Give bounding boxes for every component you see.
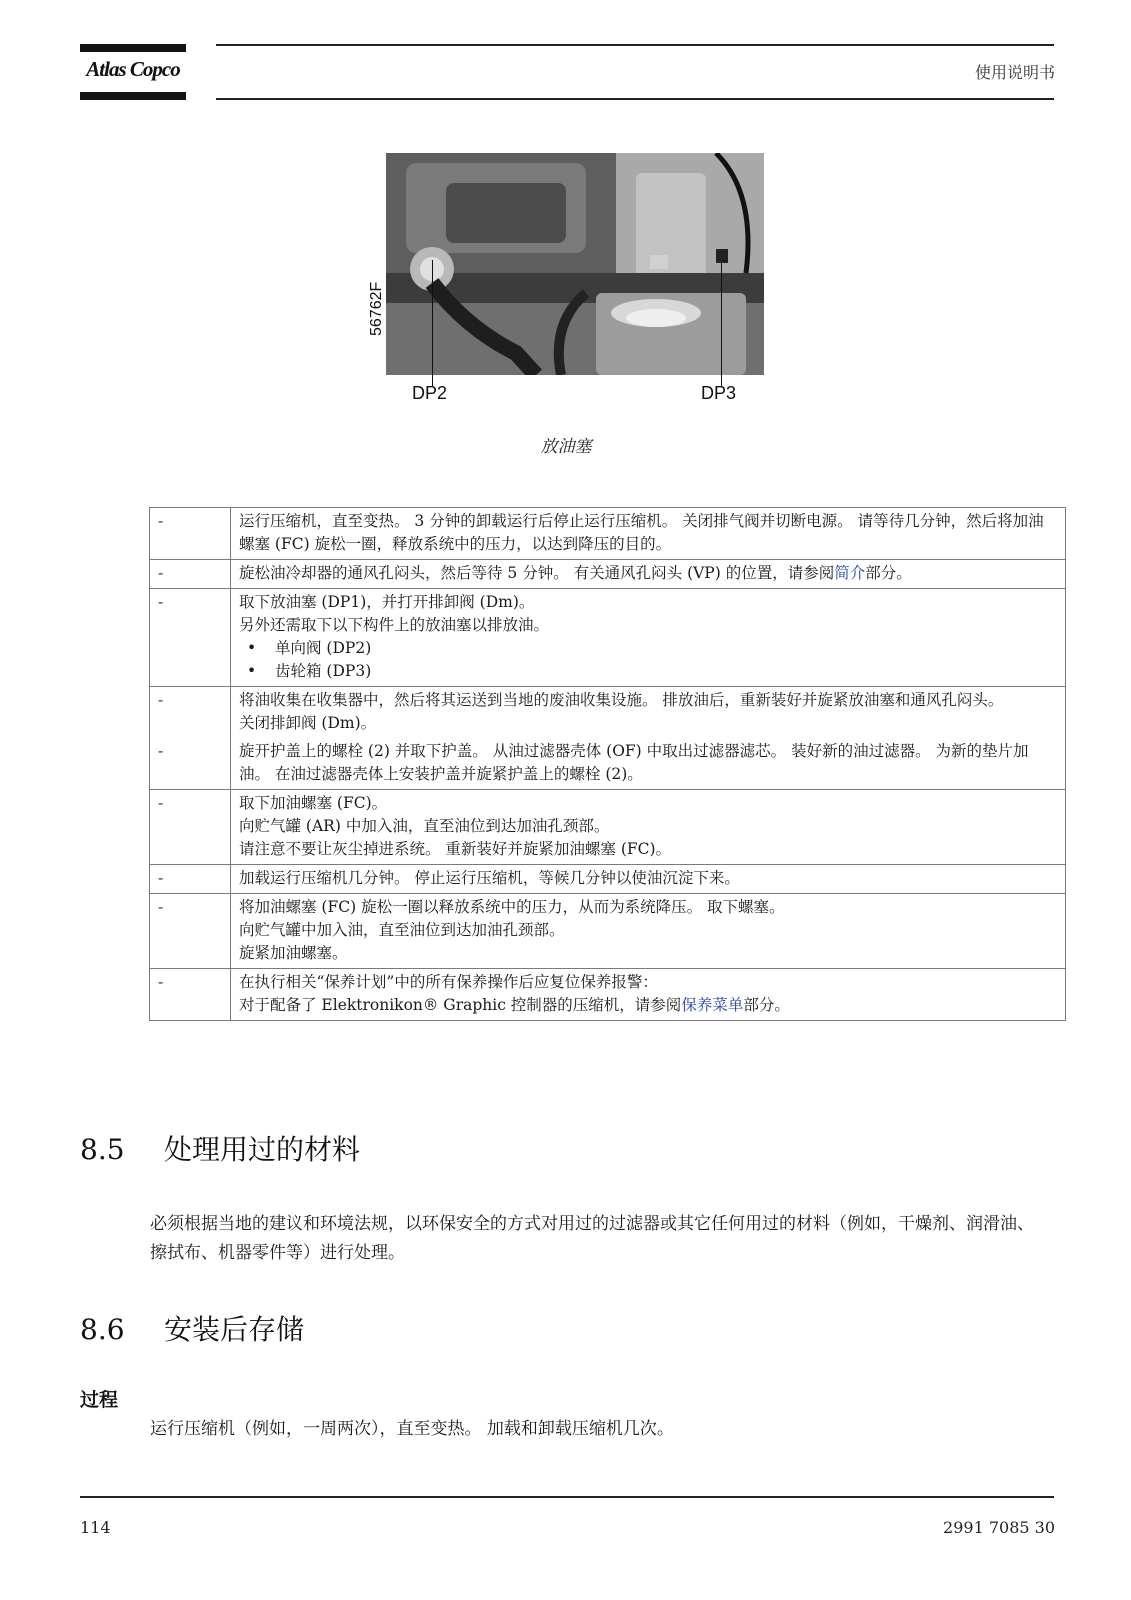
- doc-title: 使用说明书: [974, 63, 1055, 82]
- section-title: 处理用过的材料: [164, 1133, 361, 1166]
- step-line: 旋开护盖上的螺栓 (2) 并取下护盖。 从油过滤器壳体 (OF) 中取出过滤器滤芯。 装好新的油过滤器。 为新的垫片加油。 在油过滤器壳体上安装护盖并旋紧护盖上的螺栓 (2)。: [239, 742, 1029, 783]
- step-text: [231, 865, 1066, 894]
- header-rule-top: [216, 44, 1054, 46]
- document-number: 2991 7085 30: [943, 1518, 1055, 1537]
- image-code: 56762F: [368, 281, 385, 336]
- procedure-subheading: 过程: [80, 1389, 119, 1411]
- step-marker: -: [150, 560, 231, 589]
- step-text: [231, 738, 1066, 790]
- step-marker: -: [150, 687, 231, 739]
- step-line: 旋松油冷却器的通风孔闷头，然后等待 5 分钟。 有关通风孔闷头 (VP) 的位置，请参阅: [239, 564, 835, 582]
- table-row: [150, 894, 1066, 969]
- step-text: [231, 687, 1066, 739]
- logo-wordmark: Atlas Copco: [86, 57, 180, 81]
- bullet-item: • 单向阀 (DP2): [239, 637, 1059, 660]
- link-service-menu[interactable]: 保养菜单: [681, 996, 744, 1014]
- step-text: [231, 790, 1066, 865]
- table-row: [150, 589, 1066, 687]
- step-text: [231, 969, 1066, 1021]
- section-number: 8.6: [80, 1313, 125, 1346]
- step-line: 请注意不要让灰尘掉进系统。 重新装好并旋紧加油螺塞 (FC)。: [239, 840, 672, 858]
- step-marker: -: [150, 508, 231, 560]
- step-marker: -: [150, 894, 231, 969]
- callout-line-dp3: [721, 262, 722, 386]
- bullet-item: • 齿轮箱 (DP3): [239, 660, 1059, 683]
- logo-bar-top: [80, 44, 186, 52]
- step-text: [231, 560, 1066, 589]
- page-number: 114: [80, 1518, 111, 1537]
- table-row: [150, 560, 1066, 589]
- section-title: 安装后存储: [164, 1313, 305, 1346]
- table-row: [150, 687, 1066, 739]
- table-row: [150, 790, 1066, 865]
- step-marker: -: [150, 865, 231, 894]
- step-text: [231, 508, 1066, 560]
- step-line: 取下放油塞 (DP1)，并打开排卸阀 (Dm)。: [239, 593, 535, 611]
- step-line: 对于配备了 Elektronikon® Graphic 控制器的压缩机，请参阅: [239, 996, 682, 1014]
- step-line: 将油收集在收集器中，然后将其运送到当地的废油收集设施。 排放油后，重新装好并旋紧放油塞和通风孔闷头。: [239, 691, 1004, 709]
- procedure-table: [149, 507, 1066, 1021]
- figure-caption: 放油塞: [540, 437, 592, 457]
- step-line: 取下加油螺塞 (FC)。: [239, 794, 388, 812]
- step-line: 向贮气罐 (AR) 中加入油，直至油位到达加油孔颈部。: [239, 817, 610, 835]
- link-introduction[interactable]: 简介: [834, 564, 866, 582]
- step-line-end: 部分。: [743, 996, 790, 1014]
- table-row: [150, 969, 1066, 1021]
- step-line: 将加油螺塞 (FC) 旋松一圈以释放系统中的压力，从而为系统降压。 取下螺塞。: [239, 898, 785, 916]
- step-line: 旋紧加油螺塞。: [239, 944, 348, 962]
- section-8-6-body: 运行压缩机（例如，一周两次），直至变热。 加载和卸载压缩机几次。: [150, 1419, 674, 1439]
- atlas-copco-logo: [80, 44, 186, 100]
- step-line: 关闭排卸阀 (Dm)。: [239, 714, 377, 732]
- step-line-end: 部分。: [865, 564, 912, 582]
- drain-plug-photo: [386, 153, 764, 375]
- step-line: 向贮气罐中加入油，直至油位到达加油孔颈部。: [239, 921, 565, 939]
- footer-rule: [80, 1496, 1054, 1498]
- section-heading-8-5: [80, 1128, 360, 1168]
- step-line: 运行压缩机，直至变热。 3 分钟的卸载运行后停止运行压缩机。 关闭排气阀并切断电源。 请等待几分钟，然后将加油螺塞 (FC) 旋松一圈，释放系统中的压力，以达到降压的目的。: [239, 512, 1044, 553]
- section-8-5-body: 必须根据当地的建议和环境法规，以环保安全的方式对用过的过滤器或其它任何用过的材料（例如，干燥剂、润滑油、擦拭布、机器零件等）进行处理。: [150, 1214, 1034, 1263]
- step-line: 另外还需取下以下构件上的放油塞以排放油。: [239, 616, 550, 634]
- step-line: 在执行相关“保养计划”中的所有保养操作后应复位保养报警：: [239, 973, 658, 991]
- callout-line-dp2: [432, 260, 433, 386]
- step-text: [231, 589, 1066, 687]
- section-heading-8-6: [80, 1308, 304, 1348]
- header-rule-bottom: [216, 98, 1054, 100]
- step-marker: -: [150, 969, 231, 1021]
- callout-dp2: DP2: [412, 383, 448, 403]
- callout-dp3: DP3: [701, 383, 737, 403]
- section-number: 8.5: [80, 1133, 125, 1166]
- table-row: [150, 508, 1066, 560]
- table-row: [150, 865, 1066, 894]
- logo-bar-bottom: [80, 92, 186, 100]
- step-marker: -: [150, 589, 231, 687]
- step-marker: -: [150, 738, 231, 790]
- step-line: 加载运行压缩机几分钟。 停止运行压缩机，等候几分钟以使油沉淀下来。: [239, 869, 740, 887]
- table-row: [150, 738, 1066, 790]
- step-text: [231, 894, 1066, 969]
- step-marker: -: [150, 790, 231, 865]
